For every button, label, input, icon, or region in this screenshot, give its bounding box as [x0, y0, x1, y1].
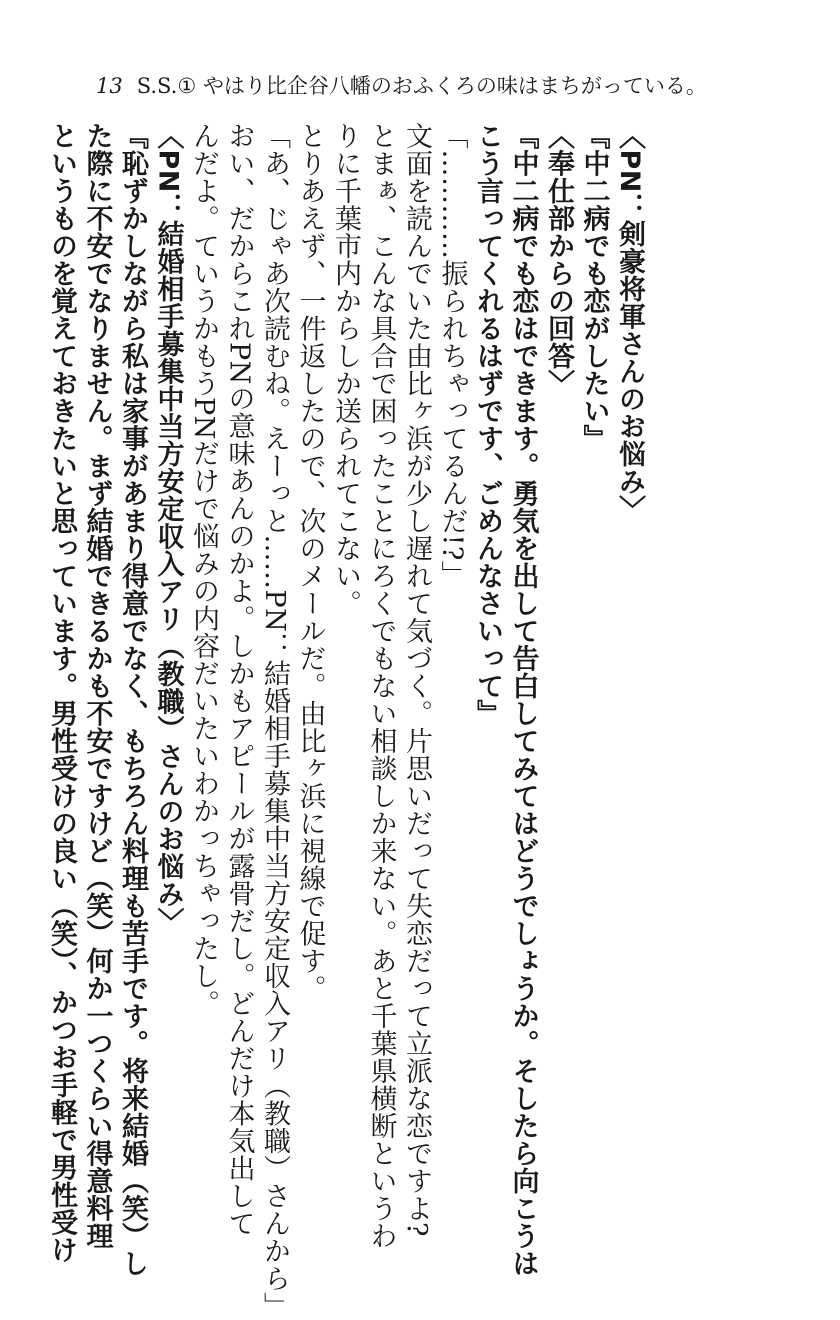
- text-line: というものを覚えておきたいと思っています。男性受けの良い（笑）、かつお手軽で男性受け: [46, 122, 77, 1264]
- vertical-text-body: [46, 122, 645, 1320]
- text-line: とまぁ、こんな具合で困ったことにろくでもない相談しか来ない。あと千葉県横断というわ: [365, 122, 397, 1250]
- page-number: 13: [96, 74, 123, 98]
- text-line: 「…………振られちゃってるんだ!?」: [436, 122, 468, 589]
- text-line: 『恥ずかしながら私は家事があまり得意でなく、もちろん料理も苦手です。将来結婚（笑）し: [117, 122, 148, 1277]
- text-line: こう言ってくれるはずです、ごめんなさいって』: [472, 122, 503, 727]
- text-line: んだよ。ていうかもうPNだけで悩みの内容だいたいわかっちゃったし。: [188, 122, 219, 1018]
- text-line: た際に不安でなりません。まず結婚できるかも不安ですけど（笑）何か一つくらい得意料理: [81, 122, 113, 1250]
- text-line: 〈PN：剣豪将軍さんのお悩み〉: [614, 122, 645, 523]
- text-line: 『中二病でも恋はできます。勇気を出して告白してみてはどうでしょうか。そしたら向こうは: [507, 122, 539, 1277]
- text-line: 〈PN：結婚相手募集中当方安定収入アリ（教職）さんのお悩み〉: [152, 122, 184, 936]
- text-line: 〈奉仕部からの回答〉: [543, 122, 574, 397]
- running-header: [96, 70, 756, 102]
- text-line: おい、だからこれPNの意味あんのかよ。しかもアピールが露骨だし。どんだけ本気出して: [223, 122, 255, 1238]
- text-line: 「あ、じゃあ次読むね。えーっと……PN：結婚相手募集中当方安定収入アリ（教職）さんから」: [259, 122, 290, 1320]
- text-line: 『中二病でも恋がしたい』: [578, 122, 610, 452]
- text-line: とりあえず、一件返したので、次のメールだ。由比ヶ浜に視線で促す。: [294, 122, 326, 1002]
- chapter-title: S.S.① やはり比企谷八幡のおふくろの味はまちがっている。: [136, 74, 707, 98]
- text-line: りに千葉市内からしか送られてこない。: [330, 122, 361, 617]
- text-line: 文面を読んでいた由比ヶ浜が少し遅れて気づく。片思いだって失恋だって立派な恋ですよ?: [401, 122, 432, 1237]
